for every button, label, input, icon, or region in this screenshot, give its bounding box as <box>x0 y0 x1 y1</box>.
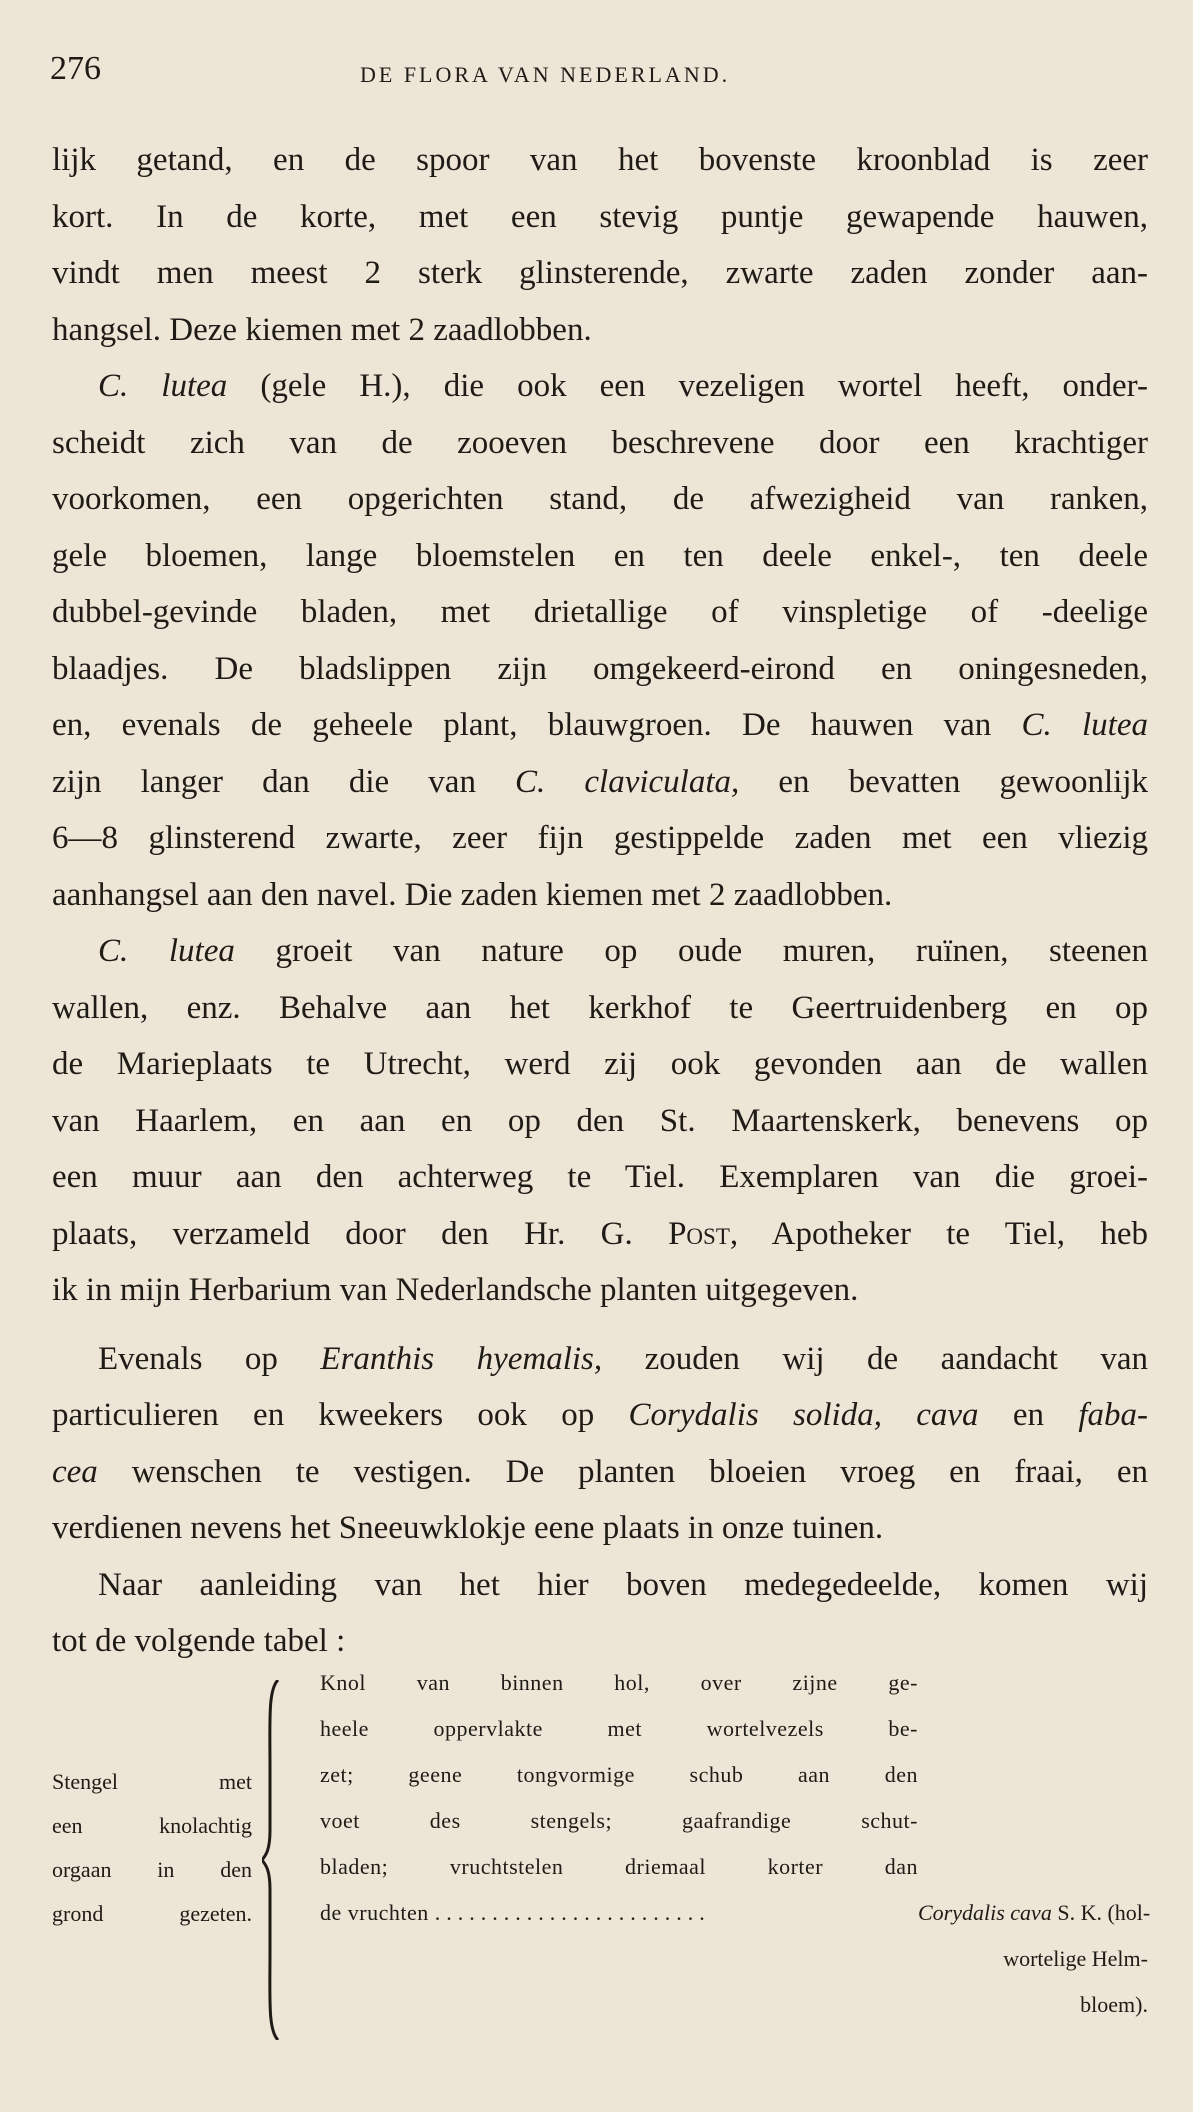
text-line: Naar aanleiding van het hier boven medegedeelde, komen wij <box>98 1566 1148 1603</box>
species-name: C. lutea <box>98 933 235 969</box>
text-run: wenschen te vestigen. De planten bloeien vroeg en fraai, en <box>97 1453 1148 1490</box>
species-name: C. lutea <box>1021 707 1148 743</box>
text-line: lijk getand, en de spoor van het bovenste kroonblad is zeer <box>52 142 1148 178</box>
species-name: Corydalis solida, cava <box>628 1397 979 1433</box>
text-line <box>52 1444 1148 1501</box>
text-line: aanhangsel aan den navel. Die zaden kiemen met 2 zaadlobben. <box>52 876 893 913</box>
text-line: vindt men meest 2 sterk glinsterende, zwarte zaden zonder aan- <box>52 255 1148 291</box>
text-line <box>52 697 1148 754</box>
key-stem-line: orgaan in den <box>52 1857 252 1882</box>
text-line: voorkomen, een opgerichten stand, de afwezigheid van ranken, <box>52 481 1148 517</box>
key-stem-line: Stengel met <box>52 1769 252 1794</box>
species-name: Eranthis hyemalis, <box>320 1340 603 1377</box>
text-line: een muur aan den achterweg te Tiel. Exemplaren van die groei- <box>52 1159 1148 1195</box>
key-desc-line: zet; geene tongvormige schub aan den <box>320 1762 918 1787</box>
running-title: DE FLORA VAN NEDERLAND. <box>360 62 731 87</box>
text-line <box>52 1206 1148 1263</box>
text-line: gele bloemen, lange bloemstelen en ten deele enkel-, ten deele <box>52 537 1148 574</box>
page-number: 276 <box>50 50 101 87</box>
text-run: zouden wij de aandacht van <box>602 1340 1149 1377</box>
key-stem-line: grond gezeten. <box>52 1901 252 1926</box>
text-line: blaadjes. De bladslippen zijn omgekeerd-eirond en oningesneden, <box>52 650 1148 687</box>
text-run: plaats, verzameld door den Hr. G. <box>52 1215 669 1252</box>
text-line: scheidt zich van de zooeven beschrevene door een krachtiger <box>52 424 1148 461</box>
species-name: Corydalis cava <box>918 1900 1052 1925</box>
text-line: tot de volgende tabel : <box>52 1623 346 1659</box>
page-header <box>50 50 1140 94</box>
key-desc-line: Knol van binnen hol, over zijne ge- <box>320 1670 918 1695</box>
text-run: Evenals op <box>98 1340 321 1377</box>
text-line: hangsel. Deze kiemen met 2 zaadlobben. <box>52 311 592 348</box>
text-line: dubbel-gevinde bladen, met drietallige of vinspletige of -deelige <box>52 594 1148 630</box>
text-line <box>52 1331 1148 1388</box>
key-desc-line: voet des stengels; gaafrandige schut- <box>320 1808 918 1833</box>
text-run: en <box>978 1397 1079 1433</box>
key-result-line: wortelige Helm- <box>1003 1946 1148 1971</box>
text-line <box>52 754 1148 811</box>
body-text <box>52 132 1148 1670</box>
text-run: (gele H.), die ook een vezeligen wortel heeft, onder- <box>227 368 1148 404</box>
paragraph-gap <box>52 1319 1148 1331</box>
key-stem-line: een knolachtig <box>52 1813 252 1838</box>
key-result-line: bloem). <box>1080 1992 1148 2017</box>
text-run: , Apotheker te Tiel, heb <box>729 1215 1149 1252</box>
text-run: en bevatten gewoonlijk <box>739 763 1148 800</box>
text-line <box>52 1387 1148 1444</box>
species-name: C. claviculata, <box>515 763 740 800</box>
species-name: cea <box>52 1453 98 1490</box>
key-desc-line: bladen; vruchtstelen driemaal korter dan <box>320 1854 918 1879</box>
person-name: Post <box>668 1215 730 1252</box>
author-abbrev: S. K. (hol- <box>1051 1900 1151 1925</box>
species-name: faba- <box>1078 1397 1148 1433</box>
key-stem <box>52 1760 252 1936</box>
text-run: en, evenals de geheele plant, blauwgroen. De hauwen van <box>52 707 1022 743</box>
key-table <box>52 1660 1151 2060</box>
text-run: particulieren en kweekers ook op <box>52 1397 629 1433</box>
text-line: 6—8 glinsterend zwarte, zeer fijn gestippelde zaden met een vliezig <box>52 820 1148 856</box>
text-line: verdienen nevens het Sneeuwklokje eene plaats in onze tuinen. <box>52 1510 884 1546</box>
text-line: de Marieplaats te Utrecht, werd zij ook gevonden aan de wallen <box>52 1046 1148 1082</box>
text-run: groeit van nature op oude muren, ruïnen, steenen <box>234 933 1149 969</box>
curly-brace-icon <box>262 1680 282 2040</box>
key-description <box>320 1660 918 1936</box>
key-result <box>918 1890 1151 2028</box>
text-line: wallen, enz. Behalve aan het kerkhof te Geertruidenberg en op <box>52 989 1148 1026</box>
text-line: kort. In de korte, met een stevig puntje gewapende hauwen, <box>52 198 1148 235</box>
key-result-line <box>918 1890 1151 1936</box>
species-name: C. lutea <box>98 368 228 404</box>
text-line <box>52 923 1148 980</box>
text-run: zijn langer dan die van <box>52 763 516 800</box>
key-desc-line <box>320 1890 918 1936</box>
key-desc-text: de vruchten <box>320 1900 429 1925</box>
leader-dots: ........................ <box>434 1900 711 1925</box>
key-desc-line: heele oppervlakte met wortelvezels be- <box>320 1716 918 1741</box>
text-line <box>52 358 1148 415</box>
text-line: ik in mijn Herbarium van Nederlandsche planten uitgegeven. <box>52 1272 859 1308</box>
text-line: van Haarlem, en aan en op den St. Maartenskerk, benevens op <box>52 1102 1148 1139</box>
